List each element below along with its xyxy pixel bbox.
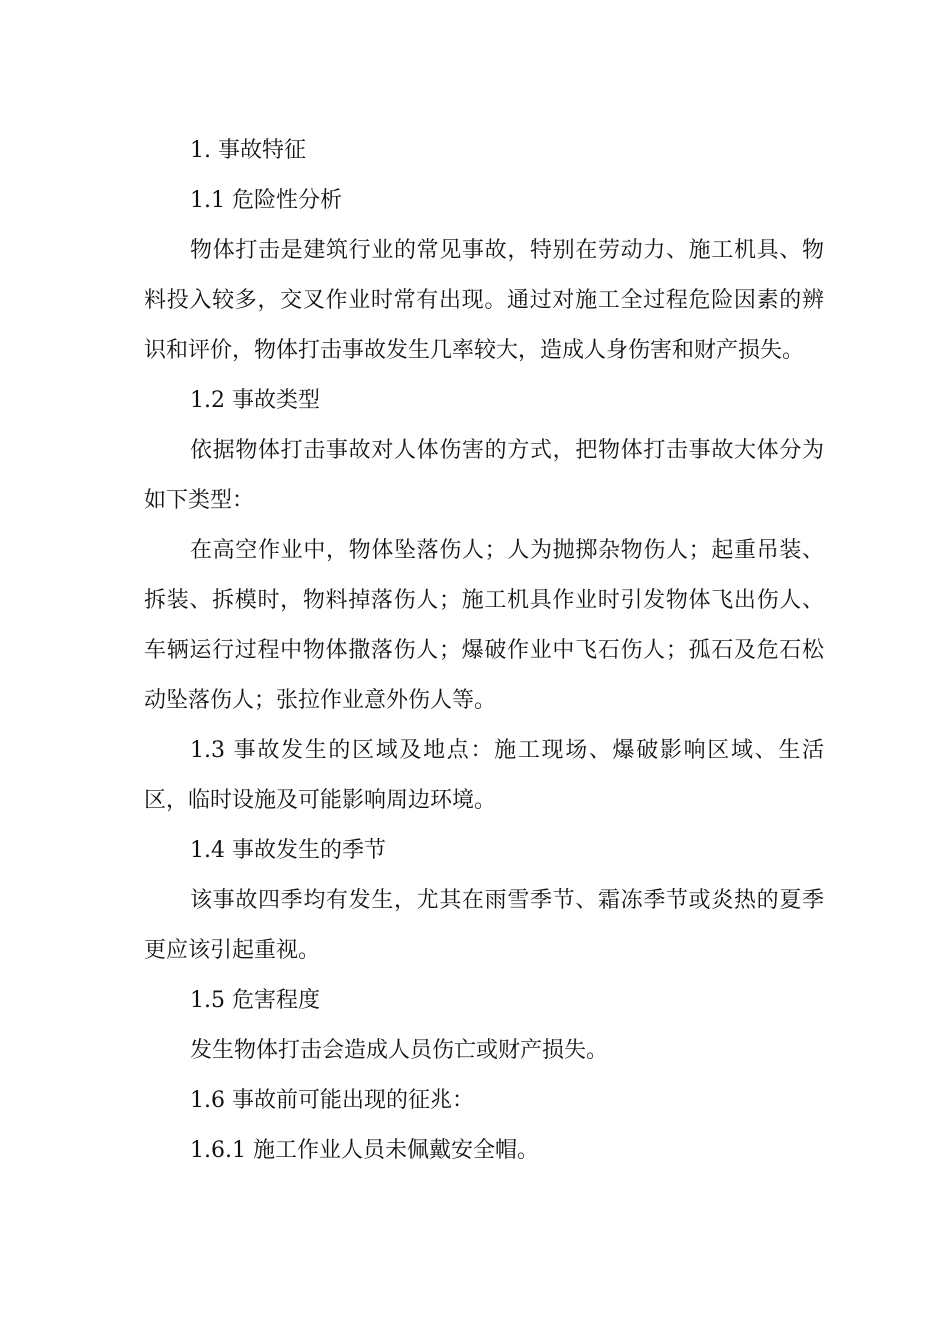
- heading-accident-season: 1.4 事故发生的季节: [190, 838, 386, 863]
- heading-hazard-degree: 1.5 危害程度: [190, 988, 320, 1013]
- paragraph-risk-analysis: 物体打击是建筑行业的常见事故，特别在劳动力、施工机具、物料投入较多，交叉作业时常有出现。通过对施工全过程危险因素的辨识和评价，物体打击事故发生几率较大，造成人身伤害和财产损失。: [144, 238, 824, 363]
- paragraph-accident-types-list: 在高空作业中，物体坠落伤人；人为抛掷杂物伤人；起重吊装、拆装、拆模时，物料掉落伤人；施工机具作业时引发物体飞出伤人、车辆运行过程中物体撒落伤人；爆破作业中飞石伤人；孤石及危石松动坠落伤人；张拉作业意外伤人等。: [144, 538, 824, 713]
- paragraph-accident-types-intro: 依据物体打击事故对人体伤害的方式，把物体打击事故大体分为如下类型：: [144, 438, 824, 513]
- heading-accident-characteristics: 1. 事故特征: [190, 138, 306, 163]
- heading-warning-signs: 1.6 事故前可能出现的征兆：: [190, 1088, 474, 1113]
- paragraph-accident-locations: 1.3 事故发生的区域及地点：施工现场、爆破影响区域、生活区，临时设施及可能影响周边环境。: [144, 738, 824, 813]
- paragraph-warning-sign-1: 1.6.1 施工作业人员未佩戴安全帽。: [190, 1138, 539, 1163]
- heading-risk-analysis: 1.1 危险性分析: [190, 188, 342, 213]
- paragraph-hazard-degree: 发生物体打击会造成人员伤亡或财产损失。: [190, 1038, 609, 1063]
- heading-accident-types: 1.2 事故类型: [190, 388, 320, 413]
- paragraph-accident-season: 该事故四季均有发生，尤其在雨雪季节、霜冻季节或炎热的夏季更应该引起重视。: [144, 888, 824, 963]
- document-body: [144, 126, 824, 1176]
